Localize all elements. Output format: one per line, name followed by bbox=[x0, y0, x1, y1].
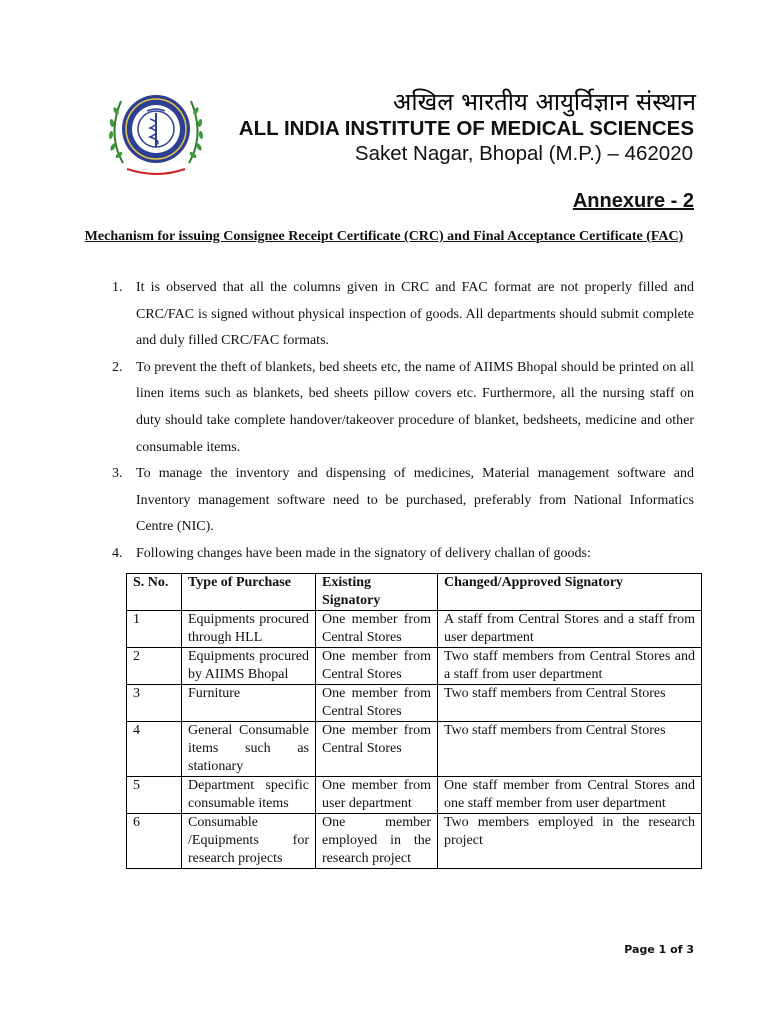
table-row bbox=[127, 648, 702, 685]
list-item-text: It is observed that all the columns given in CRC and FAC format are not properly filled and CRC/FAC is signed without physical inspection of goods. All departments should submit complete and duly filled CRC/FAC formats. bbox=[136, 280, 694, 349]
column-header: Type of Purchase bbox=[182, 574, 316, 611]
table-cell: One staff member from Central Stores and one staff member from user department bbox=[438, 777, 702, 814]
list-item bbox=[112, 275, 694, 355]
annexure-label: Annexure - 2 bbox=[572, 190, 694, 212]
table-cell: A staff from Central Stores and a staff from user department bbox=[438, 611, 702, 648]
table-cell: Two staff members from Central Stores and a staff from user department bbox=[438, 648, 702, 685]
table-row bbox=[127, 611, 702, 648]
table-header-row bbox=[127, 574, 702, 611]
table-cell: Furniture bbox=[182, 685, 316, 722]
page-label: Page bbox=[624, 943, 655, 956]
table-cell: One member from Central Stores bbox=[316, 611, 438, 648]
column-header: Existing Signatory bbox=[316, 574, 438, 611]
page-of-label: of bbox=[670, 943, 683, 956]
table-cell: Two staff members from Central Stores bbox=[438, 722, 702, 777]
table-cell: Equipments procured by AIIMS Bhopal bbox=[182, 648, 316, 685]
column-header: S. No. bbox=[127, 574, 182, 611]
table-row bbox=[127, 685, 702, 722]
page-current: 1 bbox=[658, 943, 667, 956]
table-cell: 3 bbox=[127, 685, 182, 722]
list-item-text: Following changes have been made in the signatory of delivery challan of goods: bbox=[136, 545, 591, 561]
table-cell: 5 bbox=[127, 777, 182, 814]
column-header: Changed/Approved Signatory bbox=[438, 574, 702, 611]
table-cell: Equipments procured through HLL bbox=[182, 611, 316, 648]
table-cell: One member employed in the research project bbox=[316, 814, 438, 869]
table-cell: One member from Central Stores bbox=[316, 685, 438, 722]
list-item bbox=[112, 541, 694, 568]
hindi-institute-name: अखिल भारतीय आयुर्विज्ञान संस्थान bbox=[393, 88, 696, 116]
list-item-number: 4. bbox=[112, 545, 123, 561]
institute-address: Saket Nagar, Bhopal (M.P.) – 462020 bbox=[354, 142, 693, 165]
list-item bbox=[112, 461, 694, 541]
list-item bbox=[112, 355, 694, 461]
table-cell: 1 bbox=[127, 611, 182, 648]
page-total: 3 bbox=[686, 943, 694, 956]
table-cell: 6 bbox=[127, 814, 182, 869]
institute-name: ALL INDIA INSTITUTE OF MEDICAL SCIENCES bbox=[238, 117, 694, 140]
table-cell: One member from Central Stores bbox=[316, 722, 438, 777]
table-cell: 2 bbox=[127, 648, 182, 685]
table-cell: Consumable /Equipments for research projects bbox=[182, 814, 316, 869]
aiims-emblem-icon bbox=[103, 85, 209, 181]
page-number bbox=[624, 943, 694, 956]
list-item-number: 3. bbox=[112, 466, 123, 482]
table-cell: One member from Central Stores bbox=[316, 648, 438, 685]
table-cell: Department specific consumable items bbox=[182, 777, 316, 814]
observation-list bbox=[112, 275, 694, 568]
list-item-text: To prevent the theft of blankets, bed sheets etc, the name of AIIMS Bhopal should be printed on all linen items such as blankets, bed sheets pillow covers etc. Furthermore, all the nursing staff on duty should take complete handover/takeover procedure of blanket, bedsheets, medicine and other consumable items. bbox=[136, 359, 694, 455]
table-row bbox=[127, 722, 702, 777]
table-cell: General Consumable items such as stationary bbox=[182, 722, 316, 777]
list-item-number: 2. bbox=[112, 359, 123, 375]
table-cell: 4 bbox=[127, 722, 182, 777]
signatory-table bbox=[126, 573, 702, 869]
table-cell: Two members employed in the research project bbox=[438, 814, 702, 869]
table-cell: One member from user department bbox=[316, 777, 438, 814]
table-row bbox=[127, 777, 702, 814]
list-item-number: 1. bbox=[112, 280, 123, 295]
table-cell: Two staff members from Central Stores bbox=[438, 685, 702, 722]
list-item-text: To manage the inventory and dispensing of medicines, Material management software and Inventory management software need to be purchased, preferably from National Informatics Centre (NIC). bbox=[136, 466, 694, 535]
table-row bbox=[127, 814, 702, 869]
document-subtitle: Mechanism for issuing Consignee Receipt Certificate (CRC) and Final Acceptance Certificate (FAC) bbox=[84, 229, 684, 244]
